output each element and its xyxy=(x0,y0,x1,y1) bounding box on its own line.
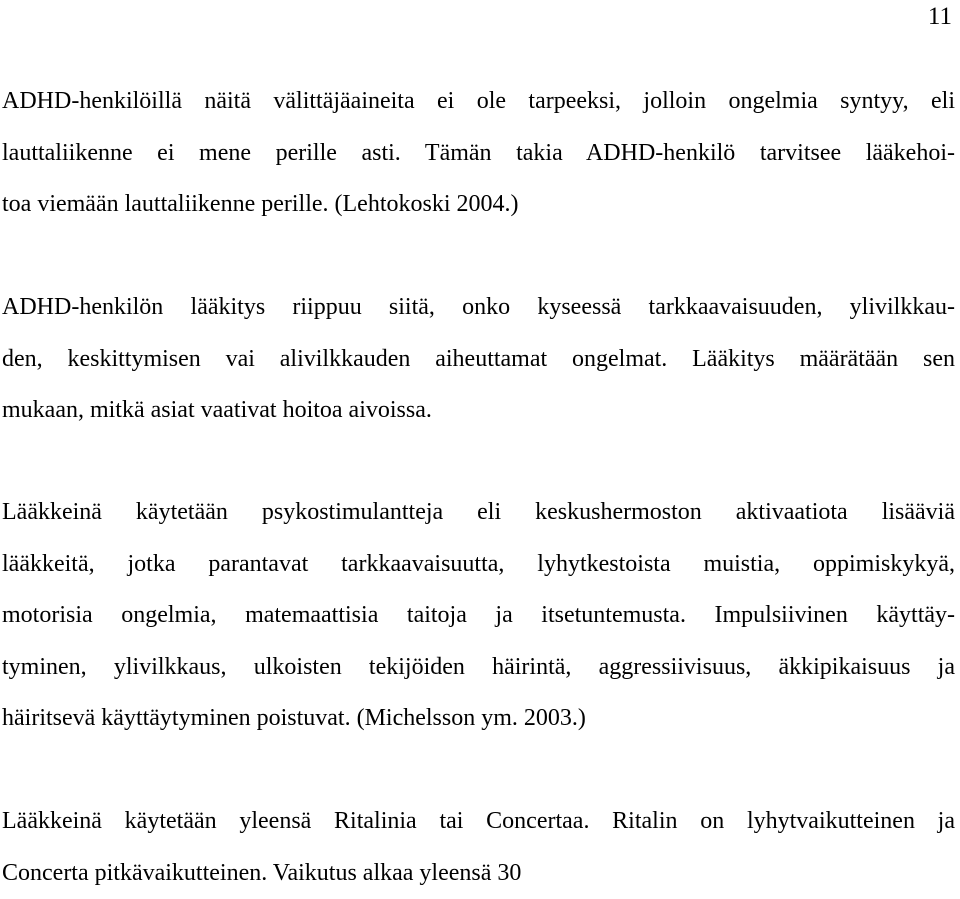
text-line: häiritsevä käyttäytyminen poistuvat. (Michelsson ym. 2003.) xyxy=(2,705,586,732)
paragraph-2 xyxy=(2,282,955,437)
text-line: mukaan, mitkä asiat vaativat hoitoa aivoissa. xyxy=(2,397,432,424)
text-line: den, keskittymisen vai alivilkkauden aiheuttamat ongelmat. Lääkitys määrätään sen xyxy=(2,345,955,372)
paragraph-1 xyxy=(2,76,955,231)
paragraph-3 xyxy=(2,487,955,745)
text-line: Concerta pitkävaikutteinen. Vaikutus alkaa yleensä 30 xyxy=(2,859,522,886)
text-line: lääkkeitä, jotka parantavat tarkkaavaisuutta, lyhytkestoista muistia, oppimiskykyä, xyxy=(2,550,955,577)
text-line: tyminen, ylivilkkaus, ulkoisten tekijöiden häirintä, aggressiivisuus, äkkipikaisuus ja xyxy=(2,653,955,680)
paragraph-4 xyxy=(2,796,955,899)
page-number: 11 xyxy=(927,3,952,30)
text-line: ADHD-henkilön lääkitys riippuu siitä, onko kyseessä tarkkaavaisuuden, ylivilkkau- xyxy=(2,294,955,320)
text-line: lauttaliikenne ei mene perille asti. Tämän takia ADHD-henkilö tarvitsee lääkehoi- xyxy=(2,139,955,166)
text-line: ADHD-henkilöillä näitä välittäjäaineita ei ole tarpeeksi, jolloin ongelmia syntyy, eli xyxy=(2,88,955,114)
text-line: Lääkkeinä käytetään psykostimulantteja eli keskushermoston aktivaatiota lisääviä xyxy=(2,499,955,525)
text-line: motorisia ongelmia, matemaattisia taitoja ja itsetuntemusta. Impulsiivinen käyttäy- xyxy=(2,602,955,629)
text-line: Lääkkeinä käytetään yleensä Ritalinia tai Concertaa. Ritalin on lyhytvaikutteinen ja xyxy=(2,808,955,834)
text-line: toa viemään lauttaliikenne perille. (Lehtokoski 2004.) xyxy=(2,191,519,218)
